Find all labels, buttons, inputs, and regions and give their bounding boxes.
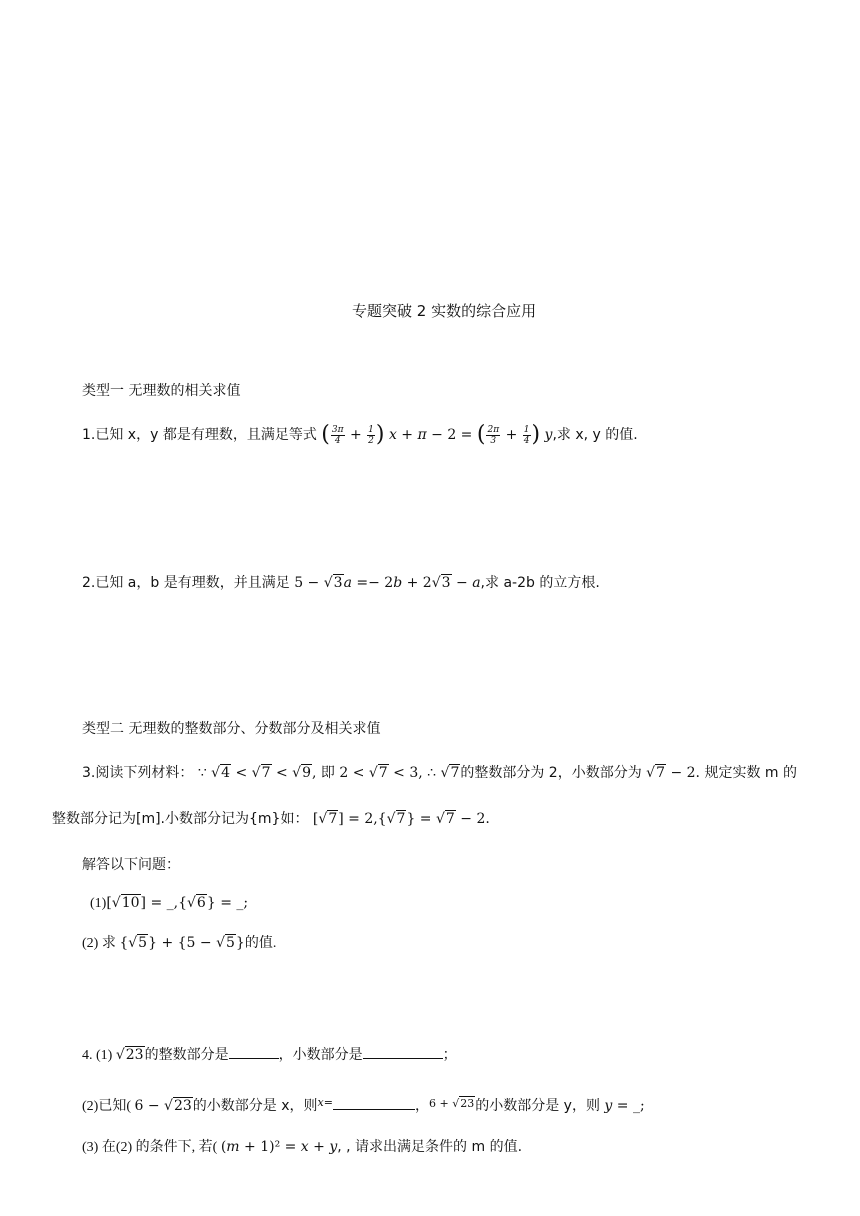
y-equals: y = _;	[604, 1098, 645, 1114]
question-4-expr-2: 6 + √23	[428, 1097, 475, 1110]
question-3-inequality: ∵ √4 < √7 < √9, 即 2 < √7 < 3, ∴ √7	[197, 765, 460, 781]
question-3-definition: 整数部分记为[m].小数部分记为{m}如：	[52, 811, 309, 827]
question-4-line-1	[82, 1044, 457, 1067]
question-3-part-1-expr: [√10] = _,{√6} = _;	[106, 895, 249, 911]
question-1-text: 1.已知 x，y 都是有理数，且满足等式	[82, 427, 322, 443]
question-3-part-2	[82, 932, 276, 955]
question-1	[82, 424, 638, 446]
question-4-equation: (m + 1)² = x + y	[220, 1139, 338, 1155]
question-3-mid: 的整数部分为 2，小数部分为	[460, 765, 647, 781]
section-heading-1	[82, 380, 240, 402]
question-1-equation: ( $\frac{3\pi}{4}$ + $\frac{1}{2}$ ) x + π − 2 = ( $\frac{2\pi}{3}$ + $\frac{1}{4}$ ) y	[321, 422, 553, 447]
question-3-part-2-label: (2) 求	[82, 936, 120, 951]
question-3-line-1	[82, 762, 797, 784]
section-heading-2	[82, 718, 380, 740]
integer-part-blank[interactable]	[229, 1044, 279, 1059]
question-3-part-1	[90, 892, 248, 915]
question-3-part-1-label: (1)	[90, 896, 107, 911]
section-heading-1-text: 类型一 无理数的相关求值	[82, 383, 241, 399]
question-2-tail: ,求 a-2b 的立方根.	[480, 575, 600, 591]
question-3-prompt-text: 解答以下问题：	[82, 857, 180, 873]
page-title	[352, 300, 536, 322]
question-4-line-1-end: ；	[442, 1047, 457, 1063]
question-4-part-3-tail: , , 请求出满足条件的 m 的值.	[337, 1139, 523, 1155]
question-4-line-3	[82, 1136, 522, 1159]
question-3-part-2-expr: {√5} + {5 − √5}	[119, 935, 245, 951]
question-4-integer-part-text: 的整数部分是	[144, 1047, 229, 1063]
question-3-intro: 3.阅读下列材料：	[82, 765, 194, 781]
question-2-text: 2.已知 a，b 是有理数，并且满足	[82, 575, 295, 591]
question-4-x-text: 的小数部分是 x，则	[192, 1098, 318, 1114]
question-3-decimal-part: √7 − 2.	[646, 765, 701, 781]
page-title-text: 专题突破 2 实数的综合应用	[352, 302, 537, 320]
question-1-tail: ,求 x, y 的值.	[552, 427, 638, 443]
question-4-label: 4. (1)	[82, 1048, 116, 1063]
question-4-y-text: 的小数部分是 y，则	[475, 1098, 605, 1114]
question-3-prompt	[82, 854, 180, 876]
question-2-equation: 5 − √3a =− 2b + 2√3 − a	[294, 575, 481, 591]
decimal-part-blank[interactable]	[363, 1044, 443, 1059]
question-3-part-2-tail: 的值.	[244, 936, 277, 951]
question-3-example: [√7] = 2,{√7} = √7 − 2.	[312, 811, 490, 827]
section-heading-2-text: 类型二 无理数的整数部分、分数部分及相关求值	[82, 721, 381, 737]
x-equals: x=	[317, 1096, 333, 1109]
question-4-part-3-label: (3) 在(2) 的条件下, 若(	[82, 1140, 221, 1155]
question-4-expr-1: 6 − √23	[134, 1098, 192, 1114]
question-4-sqrt23: √23	[115, 1047, 144, 1063]
question-3-line-2	[52, 808, 490, 830]
question-4-part-2-label: (2)已知(	[82, 1099, 135, 1114]
question-2	[82, 572, 600, 594]
question-3-rule: 规定实数 m 的	[700, 765, 798, 781]
question-4-line-2: (2)已知( 6 − √23的小数部分是 x，则$^{x=}$ ，$^{6 + √23}$的小数部分是 y，则 y = _;	[82, 1096, 645, 1114]
x-blank[interactable]	[333, 1095, 415, 1110]
question-4-decimal-part-text: ，小数部分是	[278, 1047, 363, 1063]
